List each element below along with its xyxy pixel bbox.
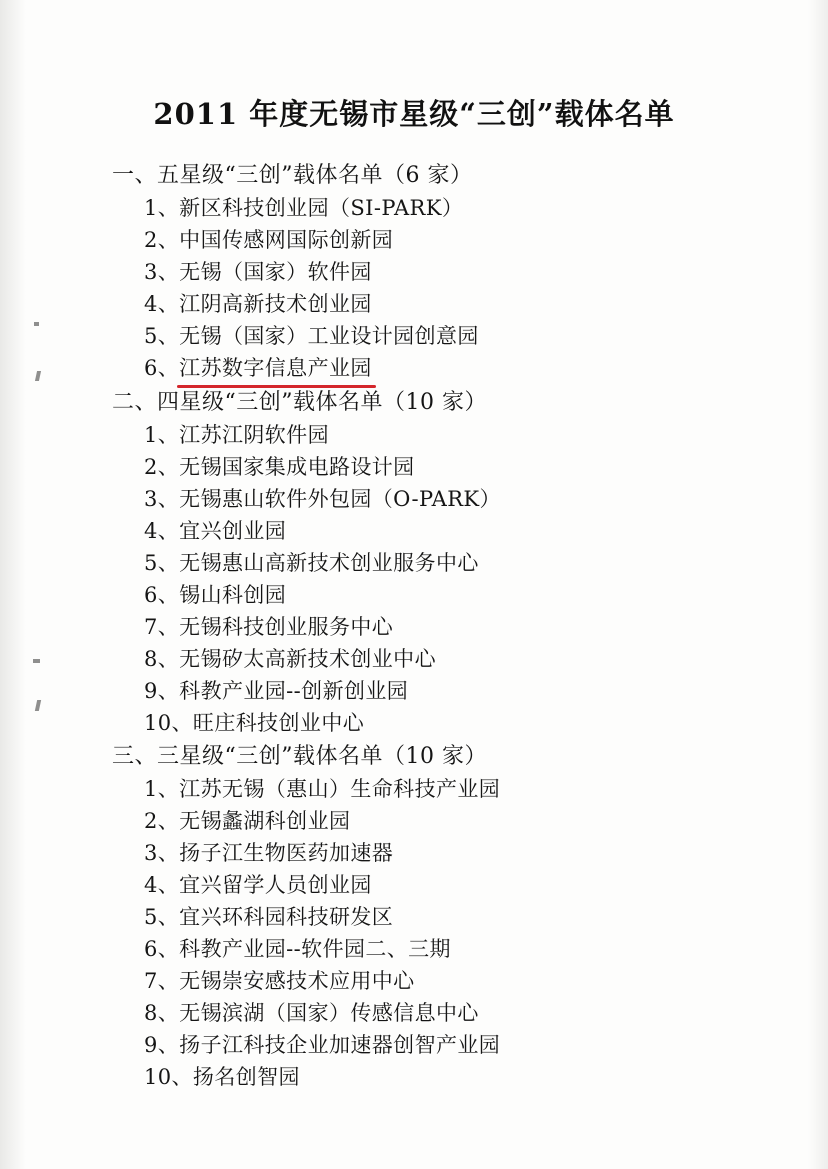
list-item-text: 宜兴环科园科技研发区 (179, 905, 394, 929)
list-item-number: 5、 (144, 905, 180, 929)
list-item-text: 宜兴创业园 (179, 519, 287, 543)
list-item-text: 无锡国家集成电路设计园 (179, 455, 415, 479)
list-item-number: 6、 (144, 356, 180, 380)
list-item-text: 江苏无锡（惠山）生命科技产业园 (179, 777, 501, 801)
list-item-number: 10、 (144, 1065, 193, 1089)
list-item (112, 419, 772, 451)
list-item-number: 4、 (144, 519, 180, 543)
list-item-text: 江苏江阴软件园 (179, 423, 329, 447)
list-item (112, 901, 772, 933)
list-item (112, 933, 772, 965)
margin-mark (35, 700, 41, 711)
list-item-text: 中国传感网国际创新园 (179, 228, 394, 252)
list-item-number: 7、 (144, 615, 180, 639)
section-heading: 二、四星级“三创”载体名单（10 家） (112, 390, 487, 415)
list-item (112, 1029, 772, 1061)
section-heading: 三、三星级“三创”载体名单（10 家） (112, 744, 487, 769)
list-item (112, 869, 772, 901)
list-item-number: 4、 (144, 873, 180, 897)
list-item-number: 5、 (144, 324, 180, 348)
list-item-number: 1、 (144, 777, 180, 801)
list-item (112, 611, 772, 643)
list-item-number: 8、 (144, 1001, 180, 1025)
list-item (112, 965, 772, 997)
list-item-text: 科教产业园--软件园二、三期 (179, 937, 451, 961)
margin-mark (33, 659, 40, 663)
list-item-number: 6、 (144, 583, 180, 607)
list-item-text: 扬子江生物医药加速器 (179, 841, 394, 865)
list-item-text: 无锡滨湖（国家）传感信息中心 (179, 1001, 479, 1025)
list-item-number: 10、 (144, 711, 193, 735)
list-item (112, 773, 772, 805)
list-item (112, 256, 772, 288)
list-item-text: 无锡惠山软件外包园（O-PARK） (179, 487, 501, 511)
list-item-text: 江苏数字信息产业园 (179, 352, 372, 385)
list-item-number: 3、 (144, 260, 180, 284)
list-item-number: 3、 (144, 841, 180, 865)
list-item (112, 192, 772, 224)
list-item (112, 515, 772, 547)
list-item-number: 3、 (144, 487, 180, 511)
document-body (112, 158, 772, 1093)
list-item-number: 5、 (144, 551, 180, 575)
list-item (112, 837, 772, 869)
margin-mark (34, 322, 39, 326)
list-item-text: 科教产业园--创新创业园 (179, 679, 409, 703)
list-item (112, 483, 772, 515)
list-item (112, 224, 772, 256)
list-item-highlighted (112, 352, 772, 385)
list-item-text: 旺庄科技创业中心 (192, 711, 365, 735)
list-item (112, 451, 772, 483)
list-item-text: 无锡（国家）工业设计园创意园 (179, 324, 479, 348)
list-item (112, 288, 772, 320)
list-item-number: 8、 (144, 647, 180, 671)
list-item-text: 新区科技创业园（SI-PARK） (179, 196, 464, 220)
list-item-text: 无锡蠡湖科创业园 (179, 809, 351, 833)
list-item-number: 9、 (144, 679, 180, 703)
list-item-text: 扬子江科技企业加速器创智产业园 (179, 1033, 501, 1057)
list-item (112, 997, 772, 1029)
list-item-text: 锡山科创园 (179, 583, 287, 607)
list-item-number: 9、 (144, 1033, 180, 1057)
list-item-number: 1、 (144, 196, 180, 220)
list-item-text: 宜兴留学人员创业园 (179, 873, 372, 897)
margin-mark (35, 371, 41, 381)
page-title: 2011 年度无锡市星级“三创”载体名单 (153, 97, 675, 131)
list-item (112, 675, 772, 707)
list-item-number: 1、 (144, 423, 180, 447)
list-item-text: 扬名创智园 (192, 1065, 300, 1089)
list-item (112, 320, 772, 352)
list-item (112, 1061, 772, 1093)
list-item (112, 579, 772, 611)
list-item-number: 2、 (144, 455, 180, 479)
list-item-number: 2、 (144, 809, 180, 833)
list-item-number: 4、 (144, 292, 180, 316)
list-item-number: 6、 (144, 937, 180, 961)
section-heading: 一、五星级“三创”载体名单（6 家） (112, 163, 473, 188)
list-item-number: 2、 (144, 228, 180, 252)
list-item-number: 7、 (144, 969, 180, 993)
list-item-text: 无锡科技创业服务中心 (179, 615, 394, 639)
list-item (112, 707, 772, 739)
list-item-text: 无锡惠山高新技术创业服务中心 (179, 551, 479, 575)
list-item-text: 无锡崇安感技术应用中心 (179, 969, 415, 993)
list-item (112, 805, 772, 837)
list-item (112, 643, 772, 675)
list-item (112, 547, 772, 579)
list-item-text: 江阴高新技术创业园 (179, 292, 372, 316)
list-item-text: 无锡矽太高新技术创业中心 (179, 647, 436, 671)
list-item-text: 无锡（国家）软件园 (179, 260, 372, 284)
